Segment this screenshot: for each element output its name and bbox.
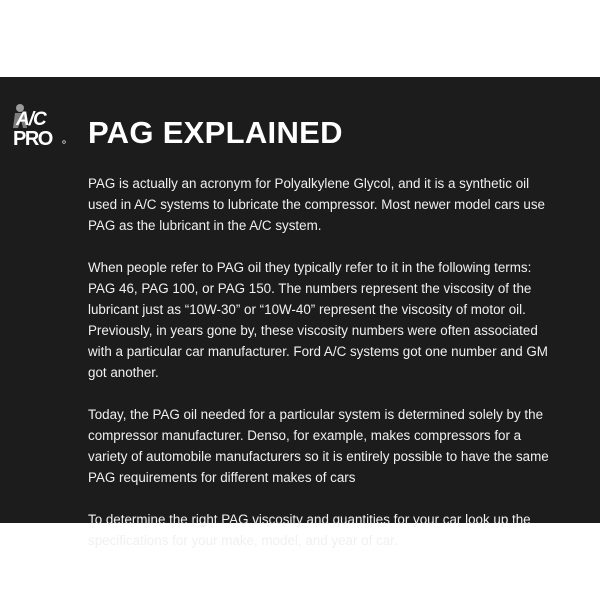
page-title: PAG EXPLAINED	[88, 115, 343, 150]
paragraph-2: When people refer to PAG oil they typically refer to it in the following terms: PAG 46, PAG 100, or PAG 150. The numbers represent the viscosity of the lubricant just as “10W-30” or “10W-40” represent the viscosity of motor oil. Previously, in years gone by, these viscosity numbers were often associated with a particular car manufacturer. Ford A/C systems got one number and GM got another.	[88, 260, 548, 380]
paragraph-1: PAG is actually an acronym for Polyalkylene Glycol, and it is a synthetic oil used in A/C systems to lubricate the compressor. Most newer model cars use PAG as the lubricant in the A/C system.	[88, 176, 545, 233]
registered-mark-icon	[63, 141, 66, 144]
logo-text-line2: PRO	[13, 128, 52, 150]
paragraph-3: Today, the PAG oil needed for a particular system is determined solely by the compressor manufacturer. Denso, for example, makes compressors for a variety of automobile manufacturers so it is entirely possible to have the same PAG requirements for different makes of cars	[88, 407, 549, 485]
paragraph-4: To determine the right PAG viscosity and quantities for your car look up the specifications for your make, model, and year of car.	[88, 512, 531, 548]
logo-text-line1: A/C	[16, 109, 46, 130]
article-body	[88, 173, 558, 572]
article-panel	[0, 77, 600, 548]
acpro-logo-graphic	[9, 102, 69, 150]
acpro-logo	[9, 102, 69, 150]
